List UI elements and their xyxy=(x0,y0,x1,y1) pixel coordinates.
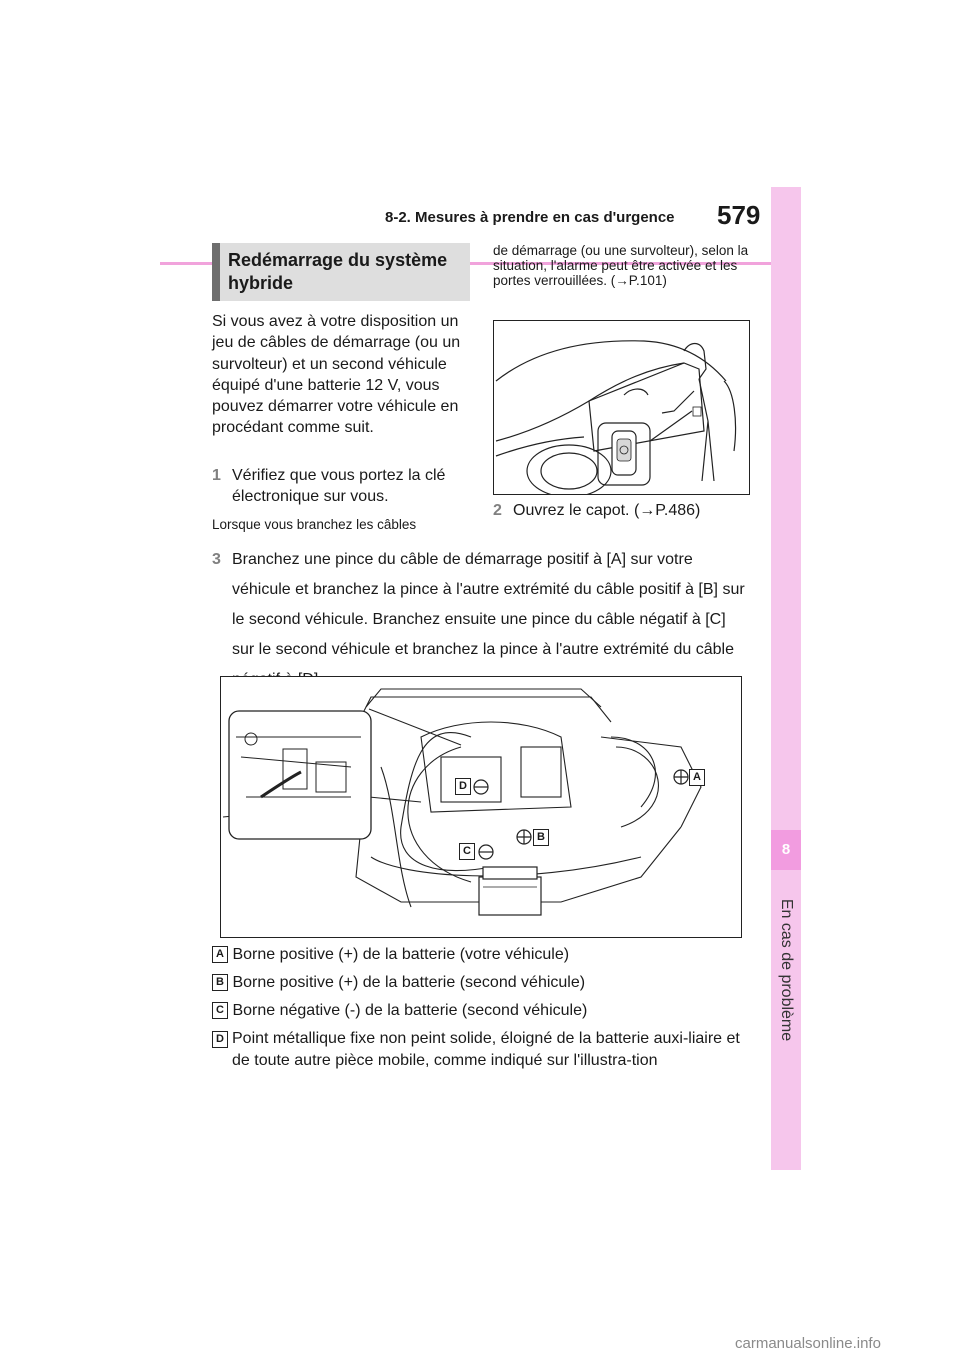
engine-bay-illustration xyxy=(220,676,742,938)
legend-c-text: Borne négative (-) de la batterie (second véhicule) xyxy=(232,1002,588,1019)
legend-d-label: D xyxy=(212,1031,228,1048)
legend-a-text: Borne positive (+) de la batterie (votre véhicule) xyxy=(232,946,570,963)
key-illustration xyxy=(493,320,750,495)
chapter-number-badge xyxy=(771,830,801,870)
legend-b-label: B xyxy=(212,974,228,991)
chapter-number: 8 xyxy=(781,841,791,858)
chapter-label: En cas de problème xyxy=(778,898,795,1042)
note-part-1: Lorsque vous branchez les câbles xyxy=(212,517,417,532)
jump-start-diagram xyxy=(221,677,741,937)
step-1 xyxy=(212,465,472,508)
legend-c-label: C xyxy=(212,1002,228,1019)
page-number: 579 xyxy=(717,200,761,230)
step-2 xyxy=(493,500,753,521)
car-key-illustration xyxy=(494,321,749,494)
running-header: 8-2. Mesures à prendre en cas d'urgence xyxy=(385,209,675,226)
callout-d: D xyxy=(455,778,471,795)
step-1-text: Vérifiez que vous portez la clé électronique sur vous. xyxy=(232,467,446,506)
legend-b xyxy=(212,972,752,994)
step-3-text: Branchez une pince du câble de démarrage positif à [A] sur votre véhicule et branchez la pince à l'autre extrémité du câble positif à [B] sur le second véhicule. Branchez ensuite une pince du câble négatif à [C] sur le second véhicule et branchez la pince à l'autre extrémité du câble xyxy=(232,551,745,658)
legend-d-text: Point métallique fixe non peint solide, éloigné de la batterie auxi-liaire et de toute autre pièce mobile, comme indiqué sur l'illustra-tion xyxy=(232,1030,740,1069)
section-title: Redémarrage du système hybride xyxy=(228,250,448,293)
legend-d xyxy=(212,1028,752,1072)
callout-b: B xyxy=(533,829,549,846)
callout-a: A xyxy=(689,769,705,786)
callout-c: C xyxy=(459,843,475,860)
step-2-text: Ouvrez le capot. (→P.486) xyxy=(513,502,701,519)
step-1-number: 1 xyxy=(212,467,221,484)
legend-c xyxy=(212,1000,752,1022)
legend-a-label: A xyxy=(212,946,228,963)
legend-b-text: Borne positive (+) de la batterie (second véhicule) xyxy=(232,974,586,991)
intro-paragraph: Si vous avez à votre disposition un jeu de câbles de démarrage (ou un survolteur) et un second véhicule équipé d'une batterie 12 V, vous pouvez démarrer votre véhicule en procédant comme suit. xyxy=(212,313,461,437)
footer-watermark: carmanualsonline.info xyxy=(735,1335,881,1352)
legend-a xyxy=(212,944,752,966)
section-heading xyxy=(212,243,470,301)
step-3 xyxy=(212,545,752,695)
step-3-number: 3 xyxy=(212,551,221,568)
note-part-2: de démarrage (ou une survolteur), selon la situation, l'alarme peut être activée et les portes verrouillées. (→P.101) xyxy=(493,243,749,288)
step-2-number: 2 xyxy=(493,502,502,519)
